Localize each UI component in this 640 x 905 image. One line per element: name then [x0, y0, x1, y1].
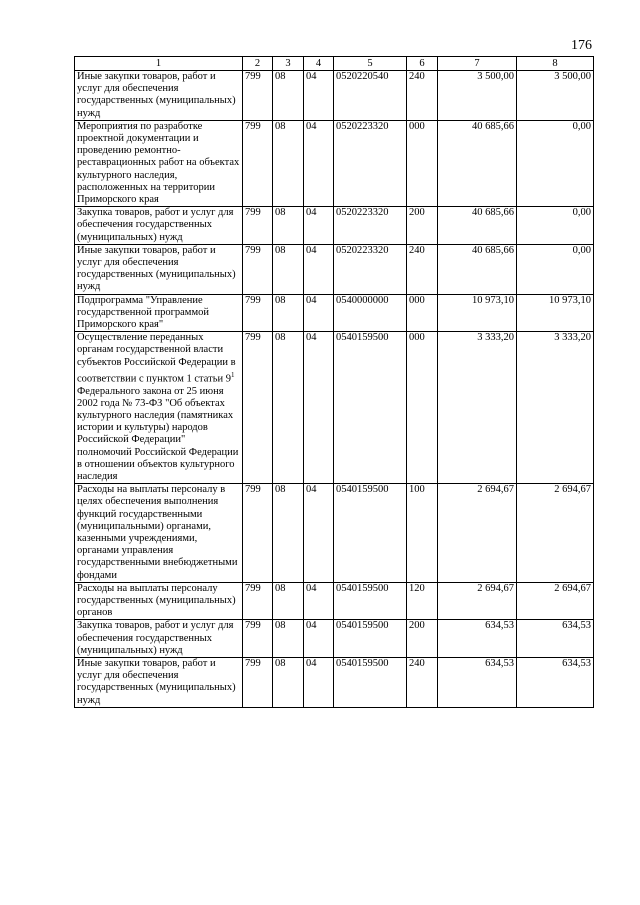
- row-name: Иные закупки товаров, работ и услуг для обеспечения государственных (муниципальных) нужд: [75, 244, 243, 294]
- row-target-article: 0540000000: [334, 294, 407, 332]
- page-number: 176: [571, 38, 592, 53]
- row-name: Иные закупки товаров, работ и услуг для обеспечения государственных (муниципальных) нужд: [75, 71, 243, 121]
- table-row: [75, 71, 594, 121]
- row-subsection: 04: [304, 294, 334, 332]
- row-name-text: Осуществление переданных органам государственной власти субъектов Российской Федерации в соответствии с пунктом 1 статьи 9: [77, 332, 236, 385]
- table-row: [75, 620, 594, 658]
- row-name: Закупка товаров, работ и услуг для обеспечения государственных (муниципальных) нужд: [75, 207, 243, 245]
- footnote-superscript: 1: [230, 370, 235, 379]
- row-amount-1: 2 694,67: [438, 484, 517, 583]
- row-name: [75, 332, 243, 484]
- table-row: [75, 244, 594, 294]
- row-amount-1: 40 685,66: [438, 120, 517, 206]
- row-ministry-code: 799: [243, 294, 273, 332]
- row-ministry-code: 799: [243, 484, 273, 583]
- row-amount-2: 0,00: [517, 120, 594, 206]
- row-amount-2: 634,53: [517, 658, 594, 708]
- row-section: 08: [273, 332, 304, 484]
- row-name: Расходы на выплаты персоналу государственных (муниципальных) органов: [75, 582, 243, 620]
- row-ministry-code: 799: [243, 582, 273, 620]
- row-expense-type: 240: [407, 244, 438, 294]
- header-col-7: 7: [438, 57, 517, 71]
- table-row: [75, 484, 594, 583]
- row-amount-1: 3 500,00: [438, 71, 517, 121]
- row-subsection: 04: [304, 244, 334, 294]
- row-expense-type: 200: [407, 620, 438, 658]
- row-subsection: 04: [304, 620, 334, 658]
- header-col-2: 2: [243, 57, 273, 71]
- row-section: 08: [273, 294, 304, 332]
- row-amount-2: 2 694,67: [517, 582, 594, 620]
- row-amount-2: 0,00: [517, 207, 594, 245]
- row-ministry-code: 799: [243, 332, 273, 484]
- row-amount-2: 2 694,67: [517, 484, 594, 583]
- row-name: Закупка товаров, работ и услуг для обеспечения государственных (муниципальных) нужд: [75, 620, 243, 658]
- row-amount-1: 2 694,67: [438, 582, 517, 620]
- row-ministry-code: 799: [243, 244, 273, 294]
- row-name: Подпрограмма "Управление государственной программой Приморского края": [75, 294, 243, 332]
- row-amount-2: 3 333,20: [517, 332, 594, 484]
- row-section: 08: [273, 207, 304, 245]
- row-subsection: 04: [304, 582, 334, 620]
- row-ministry-code: 799: [243, 120, 273, 206]
- row-target-article: 0520223320: [334, 207, 407, 245]
- row-target-article: 0540159500: [334, 582, 407, 620]
- row-amount-1: 40 685,66: [438, 244, 517, 294]
- table-row: [75, 658, 594, 708]
- row-subsection: 04: [304, 71, 334, 121]
- header-row: [75, 57, 594, 71]
- table-row: [75, 120, 594, 206]
- header-col-1: 1: [75, 57, 243, 71]
- row-expense-type: 240: [407, 71, 438, 121]
- header-col-5: 5: [334, 57, 407, 71]
- row-expense-type: 000: [407, 120, 438, 206]
- row-ministry-code: 799: [243, 207, 273, 245]
- row-amount-2: 634,53: [517, 620, 594, 658]
- header-col-8: 8: [517, 57, 594, 71]
- row-expense-type: 200: [407, 207, 438, 245]
- row-amount-1: 634,53: [438, 620, 517, 658]
- row-name: Мероприятия по разработке проектной документации и проведению ремонтно-реставрационных работ на объектах культурного наследия, расположенных на территории Приморского края: [75, 120, 243, 206]
- row-ministry-code: 799: [243, 658, 273, 708]
- row-expense-type: 000: [407, 294, 438, 332]
- row-section: 08: [273, 620, 304, 658]
- row-section: 08: [273, 120, 304, 206]
- table-row: [75, 207, 594, 245]
- row-amount-2: 10 973,10: [517, 294, 594, 332]
- row-expense-type: 240: [407, 658, 438, 708]
- row-target-article: 0520220540: [334, 71, 407, 121]
- row-amount-1: 40 685,66: [438, 207, 517, 245]
- row-target-article: 0520223320: [334, 244, 407, 294]
- row-amount-1: 3 333,20: [438, 332, 517, 484]
- row-target-article: 0520223320: [334, 120, 407, 206]
- row-section: 08: [273, 244, 304, 294]
- budget-table: [74, 56, 594, 708]
- row-expense-type: 120: [407, 582, 438, 620]
- row-subsection: 04: [304, 332, 334, 484]
- row-ministry-code: 799: [243, 71, 273, 121]
- header-col-6: 6: [407, 57, 438, 71]
- row-name-text-cont: Федерального закона от 25 июня 2002 года № 73-ФЗ "Об объектах культурного наследия (памятниках истории и культуры) народов Российской Федерации" полномочий Российской Федерации в отношении объектов культурного наследия: [77, 385, 239, 482]
- row-target-article: 0540159500: [334, 484, 407, 583]
- header-col-3: 3: [273, 57, 304, 71]
- table-row: [75, 582, 594, 620]
- row-target-article: 0540159500: [334, 658, 407, 708]
- table-row: [75, 294, 594, 332]
- row-subsection: 04: [304, 484, 334, 583]
- row-name: Расходы на выплаты персоналу в целях обеспечения выполнения функций государственными (муниципальными) органами, казенными учреждениями, органами управления государственными внебюджетными фондами: [75, 484, 243, 583]
- row-ministry-code: 799: [243, 620, 273, 658]
- row-target-article: 0540159500: [334, 620, 407, 658]
- table-row: [75, 332, 594, 484]
- row-expense-type: 000: [407, 332, 438, 484]
- row-amount-1: 634,53: [438, 658, 517, 708]
- row-name: Иные закупки товаров, работ и услуг для обеспечения государственных (муниципальных) нужд: [75, 658, 243, 708]
- row-subsection: 04: [304, 658, 334, 708]
- row-section: 08: [273, 658, 304, 708]
- row-section: 08: [273, 582, 304, 620]
- row-amount-2: 0,00: [517, 244, 594, 294]
- row-amount-2: 3 500,00: [517, 71, 594, 121]
- row-section: 08: [273, 71, 304, 121]
- row-amount-1: 10 973,10: [438, 294, 517, 332]
- row-target-article: 0540159500: [334, 332, 407, 484]
- header-col-4: 4: [304, 57, 334, 71]
- row-subsection: 04: [304, 207, 334, 245]
- row-expense-type: 100: [407, 484, 438, 583]
- row-subsection: 04: [304, 120, 334, 206]
- row-section: 08: [273, 484, 304, 583]
